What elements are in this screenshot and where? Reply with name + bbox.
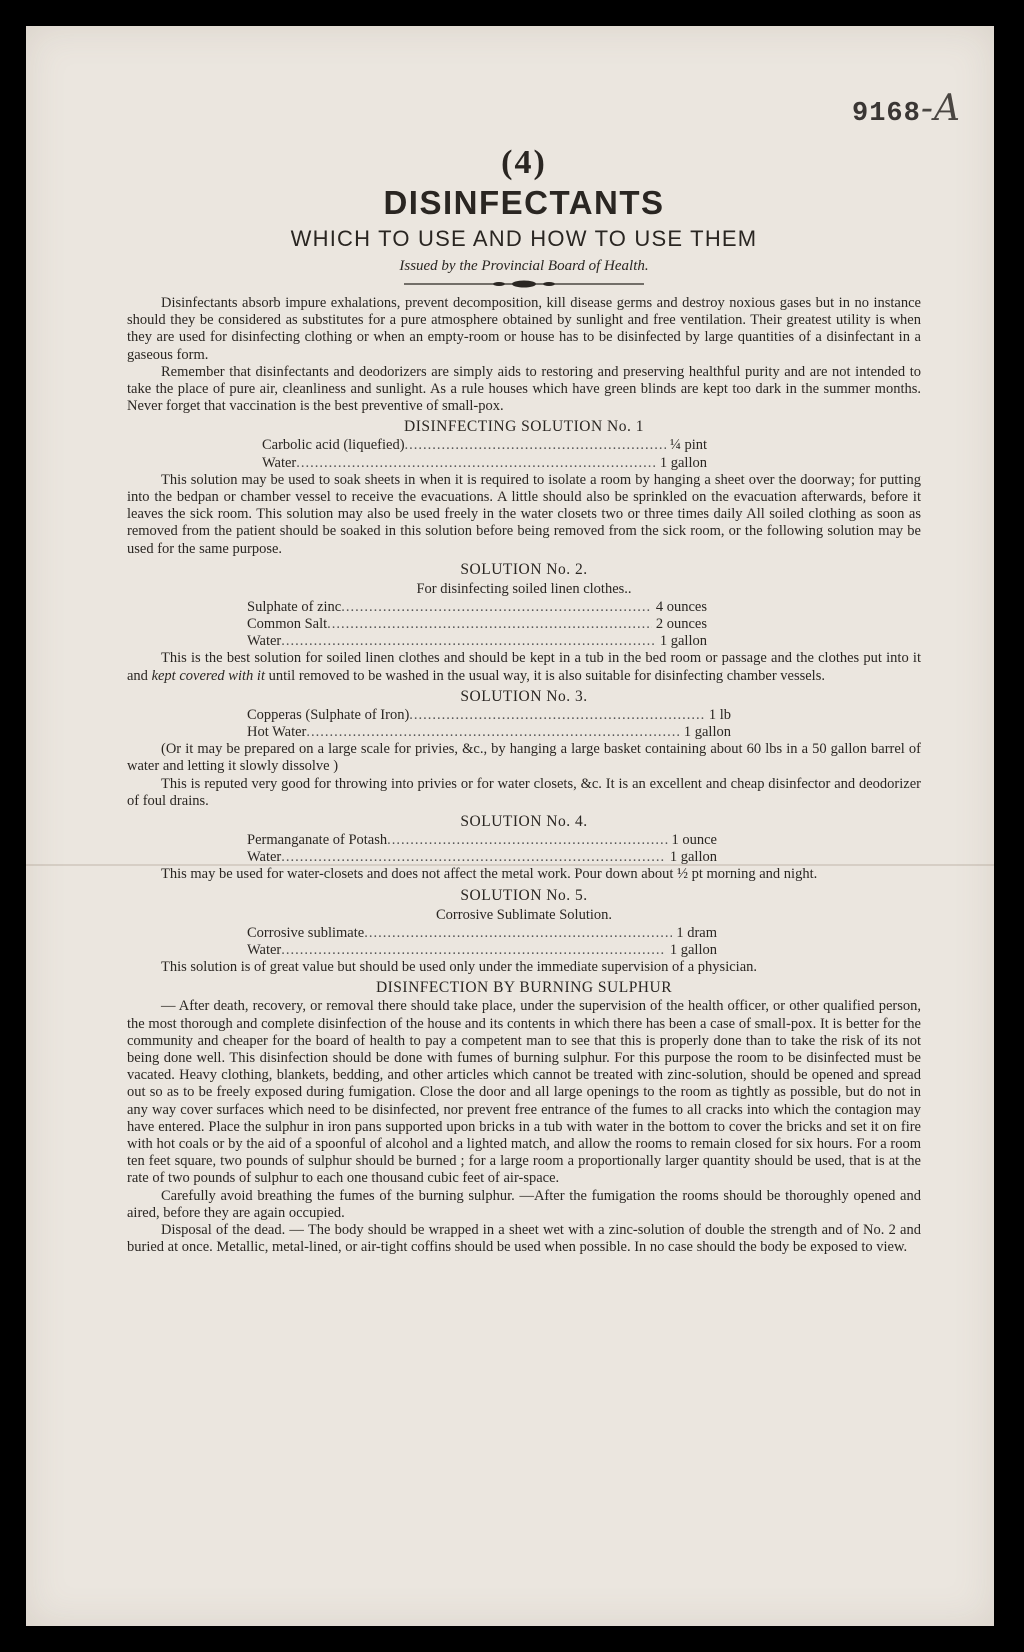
ingredient-quantity: 1 dram — [676, 924, 717, 941]
ingredient-quantity: 1 gallon — [659, 633, 707, 650]
leaflet-number: (4) — [501, 144, 547, 181]
intro-paragraph-2: Remember that disinfectants and deodorizers are simply aids to restoring and preserving healthful purity and are not intended to take the place of pure air, cleanliness and sunlight. As a rule houses which have green blinds are kept too dark in the summer months. Never forget that vaccination is the best preventive of small-pox. — [127, 363, 921, 415]
solution-3-text: This is reputed very good for throwing into privies or for water closets, &c. It is an excellent and cheap disinfector and deodorizer of foul drains. — [127, 775, 921, 809]
solution-2-heading: SOLUTION No. 2. — [460, 560, 588, 578]
solution-3-note: (Or it may be prepared on a large scale for privies, &c., by hanging a large basket containing about 60 lbs in a 50 gallon barrel of water and letting it slowly dissolve ) — [127, 741, 921, 775]
solution-1-recipe — [262, 437, 707, 471]
ingredient-quantity: 1 ounce — [671, 832, 717, 849]
solution-2-text: This is the best solution for soiled linen clothes and should be kept in a tub in the bed room or passage and the clothes put into it and kept covered with it until removed to be washed in the usual way, it is also suitable for disinfecting chamber vessels. — [127, 650, 921, 684]
solution-1-text: This solution may be used to soak sheets in when it is required to isolate a room by hanging a sheet over the doorway; for putting into the bedpan or chamber vessel to receive the evacuations. A little should also be sprinkled on the evacuation afterwards, before it leaves the sick room. This solution may also be used freely in the water closets two or three times daily All soiled clothing as soon as removed from the patient should be soaked in this solution before being removed from the sick room, or the following solution may be used for the same purpose. — [127, 471, 921, 557]
ingredient-row — [247, 724, 731, 741]
ingredient-name: Hot Water — [247, 724, 307, 741]
ingredient-quantity: 1 gallon — [659, 454, 707, 471]
ingredient-row — [262, 437, 707, 454]
ingredient-quantity: 1 lb — [708, 706, 731, 723]
ingredient-quantity: 1 gallon — [669, 941, 717, 958]
sulphur-paragraph-1: — After death, recovery, or removal there should take place, under the supervision of the health officer, or other qualified person, the most thorough and complete disinfection of the house and its contents in which there has been a case of small-pox. It is better for the community and cheaper for the board of health to pay a competent man to see that this is properly done than to take the risk of its not being done well. This disinfection should be done with fumes of burning sulphur. For this purpose the room to be disinfected must be vacated. Heavy clothing, blankets, bedding, and other articles which cannot be treated with zinc-solution, should be opened and spread out so as to be freely exposed during fumigation. Close the door and all large openings to the room as tightly as possible, but do not in any way cover surfaces which need to be disinfected, nor prevent free entrance of the fumes to all cracks into which the contagion may have entered. Place the sulphur in iron pans supported upon bricks in a tub with water in the bottom to cover the bricks and set it on fire with hot coals or by the aid of a spoonful of alcohol and a lighted match, and allow the rooms to remain closed for six hours. For a room ten feet square, two pounds of sulphur should be burned ; for a large room a proportionally larger quantity should be used, that is at the rate of two pounds of sulphur to each one thousand cubic feet of air-space. — [127, 998, 921, 1187]
solution-5-heading: SOLUTION No. 5. — [460, 886, 588, 904]
ingredient-name: Carbolic acid (liquefied) — [262, 437, 405, 454]
ingredient-row — [247, 925, 717, 942]
ingredient-name: Sulphate of zinc — [247, 598, 342, 615]
ingredient-name: Common Salt — [247, 616, 328, 633]
ingredient-quantity: 4 ounces — [655, 598, 707, 615]
ingredient-row — [262, 455, 707, 472]
sulphur-heading: DISINFECTION BY BURNING SULPHUR — [375, 979, 673, 997]
solution-5-subheading: Corrosive Sublimate Solution. — [435, 906, 612, 923]
ingredient-name: Water — [247, 941, 282, 958]
solution-5-recipe — [247, 925, 717, 959]
ingredient-row — [247, 942, 717, 959]
reference-number-text: 9168 — [852, 99, 921, 129]
ingredient-name: Corrosive sublimate — [247, 924, 365, 941]
ingredient-quantity: 1 gallon — [683, 724, 731, 741]
ingredient-name: Copperas (Sulphate of Iron) — [247, 706, 410, 723]
sulphur-paragraph-2: Carefully avoid breathing the fumes of the burning sulphur. —After the fumigation the rooms should be thoroughly opened and aired, before they are again occupied. — [127, 1187, 921, 1221]
ornament-divider-icon — [404, 279, 644, 289]
ingredient-name: Water — [247, 633, 282, 650]
reference-number — [852, 88, 961, 129]
solution-1-heading: DISINFECTING SOLUTION No. 1 — [404, 418, 644, 436]
page-title: DISINFECTANTS — [383, 184, 665, 221]
ingredient-name: Permanganate of Potash — [247, 832, 388, 849]
ingredient-name: Water — [262, 454, 297, 471]
solution-4-heading: SOLUTION No. 4. — [460, 813, 588, 831]
solution-4-recipe — [247, 832, 717, 866]
ingredient-row — [247, 616, 707, 633]
ingredient-name: Water — [247, 849, 282, 866]
ingredient-row — [247, 849, 717, 866]
document-sheet — [26, 26, 994, 1626]
ingredient-quantity: 1 gallon — [669, 849, 717, 866]
solution-2-recipe — [247, 599, 707, 651]
reference-suffix: -A — [920, 88, 961, 129]
ingredient-row — [247, 832, 717, 849]
solution-3-heading: SOLUTION No. 3. — [460, 687, 588, 705]
solution-5-text: This solution is of great value but should be used only under the immediate supervision of a physician. — [161, 959, 758, 976]
ingredient-row — [247, 599, 707, 616]
document-body — [127, 144, 921, 1256]
intro-paragraph-1: Disinfectants absorb impure exhalations, prevent decomposition, kill disease germs and destroy noxious gases but in no instance should they be considered as substitutes for a pure atmosphere obtained by sunlight and free ventilation. Their greatest utility is when they are used for disinfecting clothing or when an empty-room or house has to be disinfected by large quantities of a disinfectant in a gaseous form. — [127, 295, 921, 363]
solution-4-text: This may be used for water-closets and does not affect the metal work. Pour down about ½ pt morning and night. — [161, 866, 818, 883]
ingredient-quantity: 2 ounces — [655, 616, 707, 633]
ingredient-row — [247, 633, 707, 650]
solution-3-recipe — [247, 707, 731, 741]
ingredient-row — [247, 707, 731, 724]
issued-by: Issued by the Provincial Board of Health. — [399, 258, 649, 274]
disposal-paragraph: Disposal of the dead. — The body should be wrapped in a sheet wet with a zinc-solution of double the strength and of No. 2 and buried at once. Metallic, metal-lined, or air-tight coffins should be used when possible. In no case should the body be exposed to view. — [127, 1221, 921, 1256]
ingredient-quantity: ¼ pint — [669, 437, 707, 454]
page-subtitle: WHICH TO USE AND HOW TO USE THEM — [290, 226, 758, 251]
solution-2-subheading: For disinfecting soiled linen clothes.. — [416, 580, 632, 597]
